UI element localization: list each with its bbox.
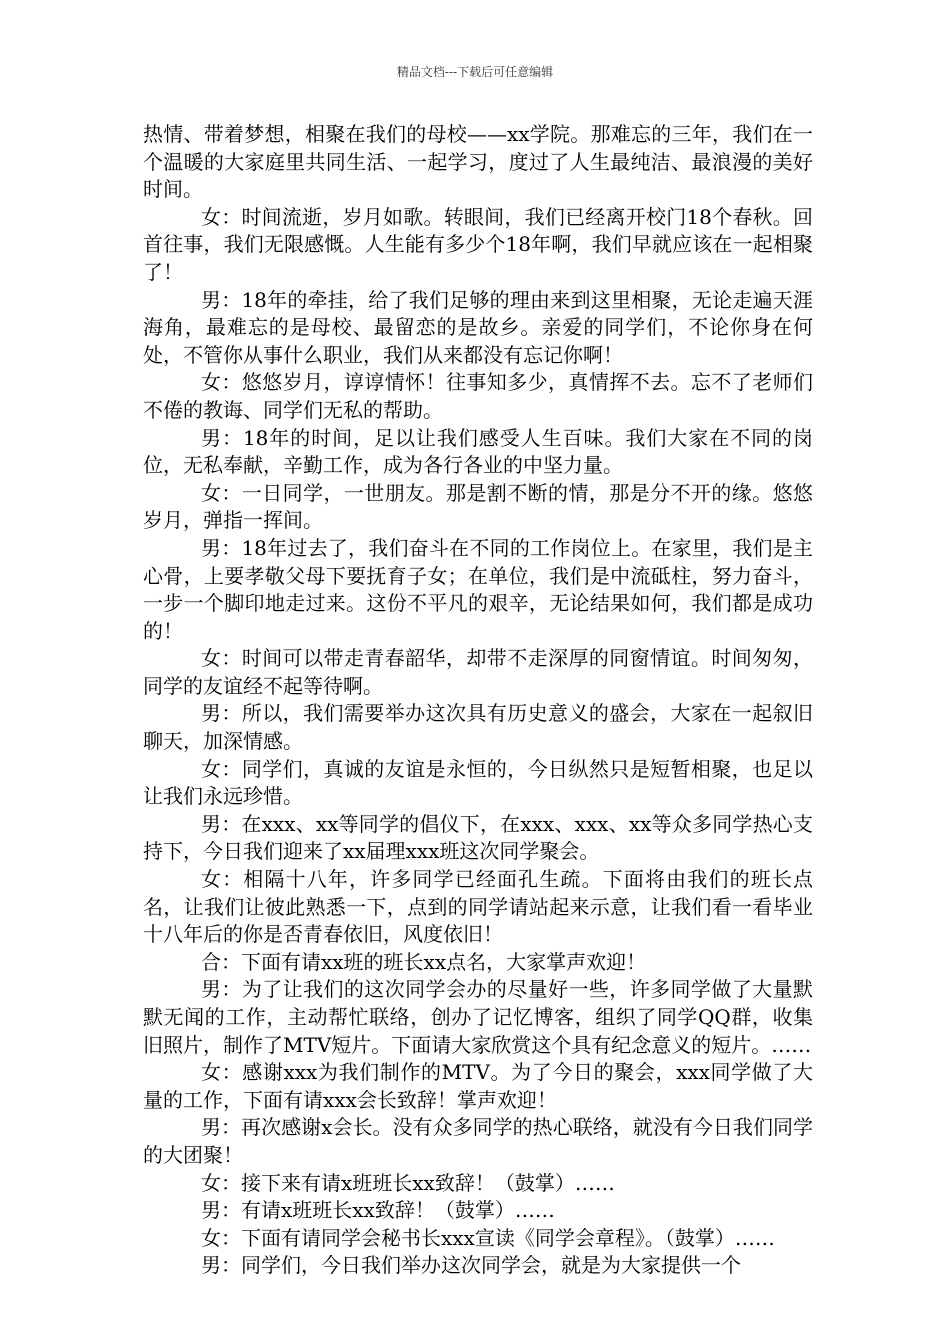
document-body [143, 121, 813, 1280]
paragraph: 女：悠悠岁月，谆谆情怀！往事知多少，真情挥不去。忘不了老师们不倦的教诲、同学们无私的帮助。 [143, 370, 813, 422]
paragraph: 女：时间流逝，岁月如歌。转眼间，我们已经离开校门18个春秋。回首往事，我们无限感慨。人生能有多少个18年啊，我们早就应该在一起相聚了！ [143, 204, 813, 284]
page-header: 精品文档---下载后可任意编辑 [396, 65, 554, 79]
paragraph: 男：18年的时间，足以让我们感受人生百味。我们大家在不同的岗位，无私奉献，辛勤工作，成为各行各业的中坚力量。 [143, 425, 813, 478]
paragraph: 女：下面有请同学会秘书长xxx宣读《同学会章程》。（鼓掌）…… [201, 1225, 775, 1250]
paragraph: 合：下面有请xx班的班长xx点名，大家掌声欢迎！ [201, 949, 647, 974]
paragraph: 女：相隔十八年，许多同学已经面孔生疏。下面将由我们的班长点名，让我们让彼此熟悉一下，点到的同学请站起来示意，让我们看一看毕业十八年后的你是否青春依旧，风度依旧！ [143, 867, 813, 947]
paragraph: 男：有请x班班长xx致辞！（鼓掌）…… [201, 1198, 555, 1223]
paragraph: 女：感谢xxx为我们制作的MTV。为了今日的聚会，xxx同学做了大量的工作，下面有请xxx会长致辞！掌声欢迎！ [143, 1060, 813, 1112]
paragraph: 女：同学们，真诚的友谊是永恒的，今日纵然只是短暂相聚，也足以让我们永远珍惜。 [143, 756, 813, 809]
paragraph: 男：18年的牵挂，给了我们足够的理由来到这里相聚，无论走遍天涯海角，最难忘的是母校、最留恋的是故乡。亲爱的同学们，不论你身在何处，不管你从事什么职业，我们从来都没有忘记你啊！ [143, 287, 813, 367]
paragraph: 男：18年过去了，我们奋斗在不同的工作岗位上。在家里，我们是主心骨，上要孝敬父母下要抚育子女；在单位，我们是中流砥柱，努力奋斗，一步一个脚印地走过来。这份不平凡的艰辛，无论结果如何，我们都是成功的！ [143, 535, 813, 643]
paragraph: 女：一日同学，一世朋友。那是割不断的情，那是分不开的缘。悠悠岁月，弹指一挥间。 [143, 480, 813, 533]
paragraph: 男：在xxx、xx等同学的倡仪下，在xxx、xxx、xx等众多同学热心支持下，今日我们迎来了xx届理xxx班这次同学聚会。 [143, 811, 813, 864]
paragraph: 女：时间可以带走青春韶华，却带不走深厚的同窗情谊。时间匆匆，同学的友谊经不起等待啊。 [143, 646, 813, 698]
paragraph: 男：所以，我们需要举办这次具有历史意义的盛会，大家在一起叙旧聊天，加深情感。 [143, 701, 813, 754]
paragraph: 热情、带着梦想，相聚在我们的母校——xx学院。那难忘的三年，我们在一个温暖的大家庭里共同生活、一起学习，度过了人生最纯洁、最浪漫的美好时间。 [143, 122, 813, 202]
paragraph: 男：再次感谢x会长。没有众多同学的热心联络，就没有今日我们同学的大团聚！ [143, 1115, 813, 1167]
paragraph: 男：为了让我们的这次同学会办的尽量好一些，许多同学做了大量默默无闻的工作，主动帮忙联络，创办了记忆博客，组织了同学QQ群，收集旧照片，制作了MTV短片。下面请大家欣赏这个具有纪念意义的短片。…… [143, 977, 813, 1057]
paragraph: 男：同学们，今日我们举办这次同学会，就是为大家提供一个 [201, 1253, 741, 1278]
paragraph: 女：接下来有请x班班长xx致辞！（鼓掌）…… [201, 1170, 615, 1195]
